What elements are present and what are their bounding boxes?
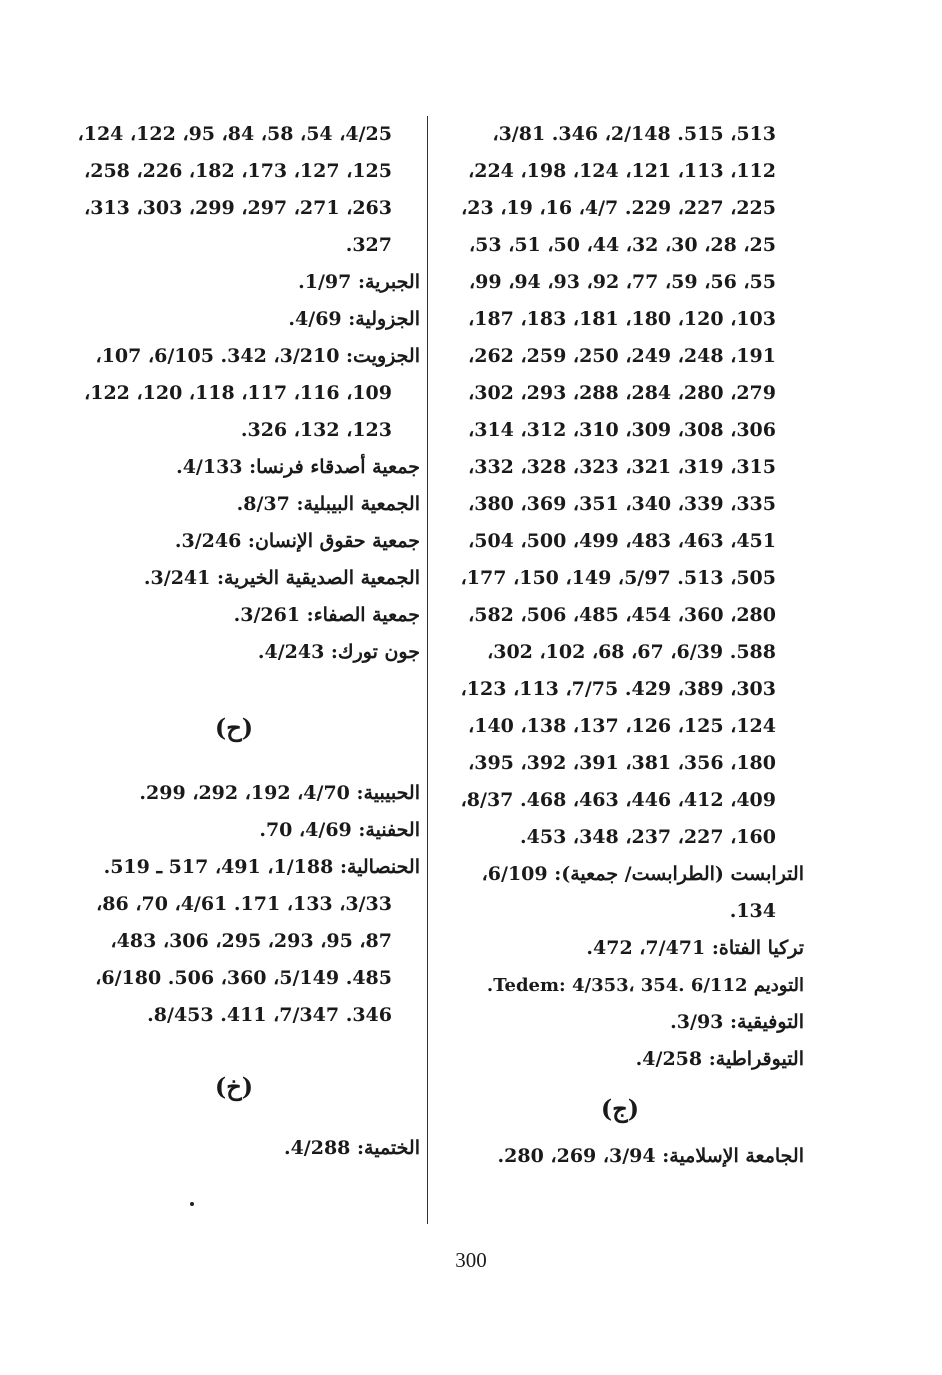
index-entry <box>48 849 420 1034</box>
entry-line: 485. 5/149، 360، 506. 6/180، <box>95 967 392 989</box>
index-entry: الختمية: 4/288. <box>283 1137 420 1159</box>
entry-line: 109، 116، 117، 118، 120، 122، <box>84 382 392 404</box>
index-entry: الجزولية: 4/69. <box>288 308 420 330</box>
index-entry: الجامعة الإسلامية: 3/94، 269، 280. <box>497 1145 804 1167</box>
index-entry: التيوقراطية: 4/258. <box>635 1048 804 1070</box>
index-line: 160، 227، 237، 348، 453. <box>520 826 776 848</box>
index-line: 263، 271، 297، 299، 303، 313، <box>84 197 392 219</box>
index-entry: جمعية أصدقاء فرنسا: 4/133. <box>176 456 420 478</box>
entry-line: 134. <box>729 900 776 922</box>
index-line: 225، 227، 229. 4/7، 16، 19، 23، <box>461 197 776 219</box>
index-line: 125، 127، 173، 182، 226، 258، <box>84 160 392 182</box>
index-line: 513، 515. 2/148، 346. 3/81، <box>492 123 776 145</box>
left-column <box>48 116 420 1167</box>
index-entry: الحفنية: 4/69، 70. <box>259 819 420 841</box>
index-line: 303، 389، 429. 7/75، 113، 123، <box>460 678 776 700</box>
index-continuation-block <box>436 116 804 856</box>
index-line: 191، 248، 249، 250، 259، 262، <box>468 345 776 367</box>
index-entry <box>436 856 804 930</box>
index-line: 409، 412، 446، 463، 468. 8/37، <box>460 789 776 811</box>
entry-line: 123، 132، 326. <box>240 419 392 441</box>
entry-line: الحنصالية: 1/188، 491، 517 ـ 519. <box>103 856 420 878</box>
index-line: 588. 6/39، 67، 68، 102، 302، <box>487 641 776 663</box>
index-entry: الجمعية البيبلية: 8/37. <box>236 493 420 515</box>
index-entry: جمعية حقوق الإنسان: 3/246. <box>174 530 420 552</box>
section-heading: (ح) <box>214 713 254 742</box>
index-line: 279، 280، 284، 288، 293، 302، <box>468 382 776 404</box>
index-line: 25، 28، 30، 32، 44، 50، 51، 53، <box>468 234 776 256</box>
index-line: 327. <box>345 234 392 256</box>
page-number: 300 <box>455 1248 487 1272</box>
index-entry: تركيا الفتاة: 7/471، 472. <box>586 937 804 959</box>
index-line: 103، 120، 180، 181، 183، 187، <box>468 308 776 330</box>
index-entry: جون تورك: 4/243. <box>257 641 420 663</box>
index-line: 451، 463، 483، 499، 500، 504، <box>468 530 776 552</box>
index-line: 315، 319، 321، 323، 328، 332، <box>468 456 776 478</box>
column-divider <box>427 116 428 1224</box>
index-entry <box>48 338 420 449</box>
index-line: 112، 113، 121، 124، 198، 224، <box>468 160 776 182</box>
index-entry: الحبيبية: 4/70، 192، 292، 299. <box>139 782 420 804</box>
entry-line: 87، 95، 293، 295، 306، 483، <box>110 930 392 952</box>
index-line: 280، 360، 454، 485، 506، 582، <box>468 604 776 626</box>
index-line: 505، 513. 5/97، 149، 150، 177، <box>460 567 776 589</box>
entry-line: 3/33، 133، 171. 4/61، 70، 86، <box>96 893 392 915</box>
entry-line: الجزويت: 3/210، 342. 6/105، 107، <box>95 345 420 367</box>
index-line: 335، 339، 340، 351، 369، 380، <box>468 493 776 515</box>
index-entry: جمعية الصفاء: 3/261. <box>233 604 420 626</box>
index-entry: الجمعية الصديقية الخيرية: 3/241. <box>143 567 420 589</box>
right-column <box>436 116 804 1175</box>
index-line: 4/25، 54، 58، 84، 95، 122، 124، <box>77 123 392 145</box>
index-line: 306، 308، 309، 310، 312، 314، <box>468 419 776 441</box>
section-heading: (ج) <box>600 1094 640 1123</box>
ink-dot <box>190 1202 194 1206</box>
index-entry: التوديم Tedem: 4/353، 354. 6/112. <box>486 975 804 996</box>
index-line: 124، 125، 126، 137، 138، 140، <box>468 715 776 737</box>
entry-line: 346. 7/347، 411. 8/453. <box>147 1004 392 1026</box>
index-line: 180، 356، 381، 391، 392، 395، <box>468 752 776 774</box>
entry-line: الترابست (الطرابست/ جمعية): 6/109، <box>481 863 804 885</box>
index-line: 55، 56، 59، 77، 92، 93، 94، 99، <box>468 271 776 293</box>
index-continuation-block <box>48 116 420 264</box>
index-entry: التوفيقية: 3/93. <box>670 1011 804 1033</box>
index-entry: الجبرية: 1/97. <box>298 271 420 293</box>
section-heading: (خ) <box>214 1072 254 1101</box>
